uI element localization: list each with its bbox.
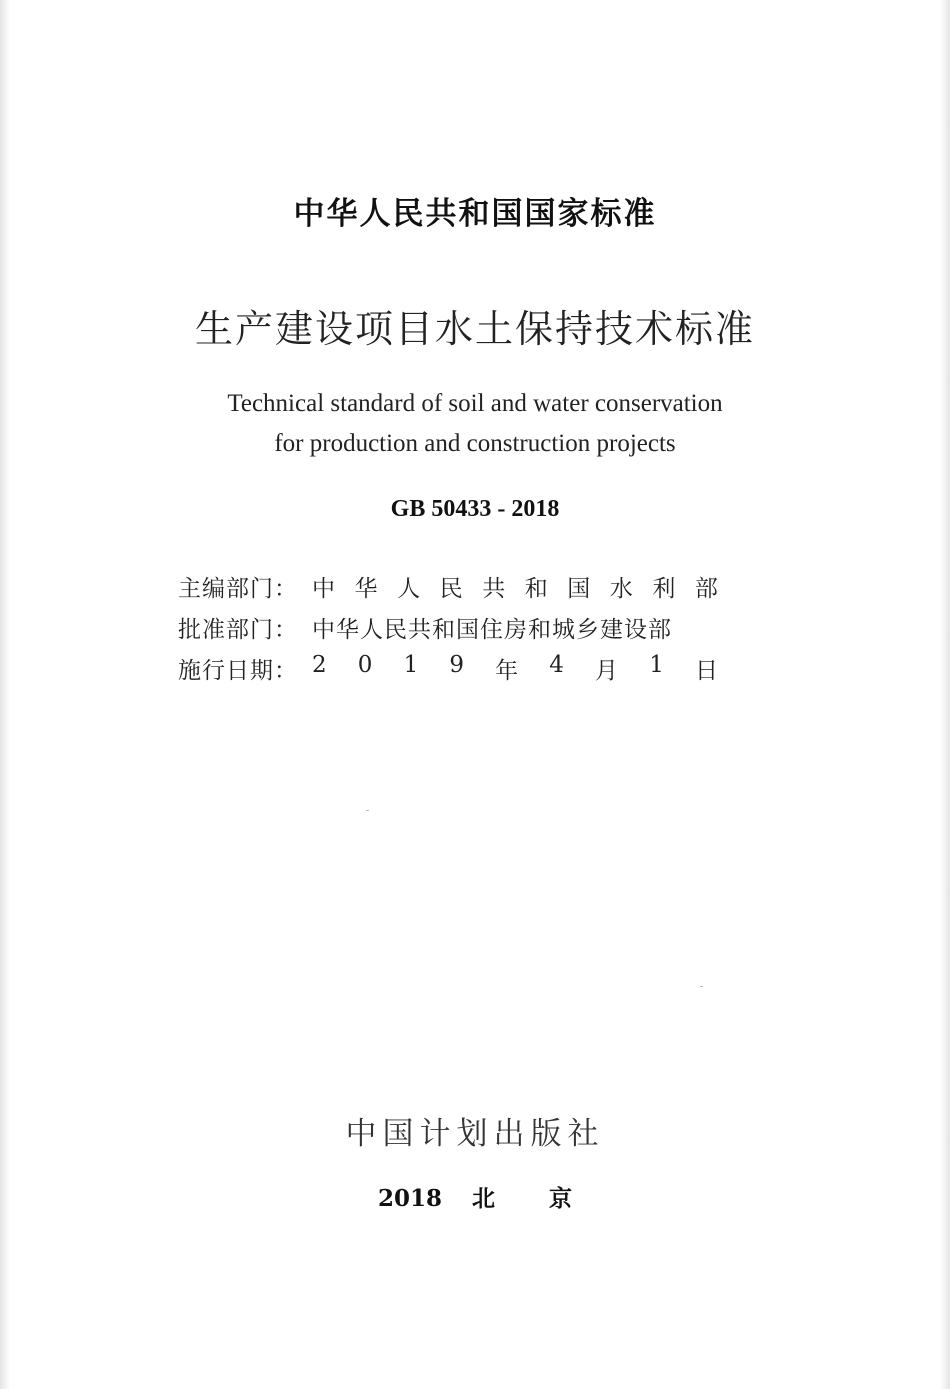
editor-char: 水 [609,575,633,602]
date-char: 月 [595,657,619,684]
document-title-en [0,384,950,464]
approver-row [178,607,718,647]
publication-year: 2018 [377,1185,442,1212]
editor-char: 民 [439,575,463,602]
date-char: 0 [357,651,373,678]
date-char: 9 [449,651,464,678]
editor-row [178,566,718,606]
effective-date-row [178,648,718,688]
date-char: 4 [549,651,564,678]
publication-city: 北京 [472,1185,626,1212]
date-char: 1 [403,651,419,678]
editor-char: 国 [567,575,591,602]
date-char: 1 [649,651,664,678]
date-char: 2 [312,651,327,678]
editor-char: 部 [694,575,718,602]
standard-code: GB 50433 - 2018 [390,496,560,522]
publication-info [0,1180,950,1213]
editor-char: 共 [482,575,506,602]
metadata-block [178,566,718,689]
title-en-line-2: for production and construction projects [274,430,676,457]
editor-char: 华 [354,575,378,602]
editor-char: 利 [652,575,676,602]
editor-value [312,570,718,603]
publisher-name: 中国计划出版社 [345,1116,605,1152]
date-char: 日 [694,657,718,684]
approver-value: 中华人民共和国住房和城乡建设部 [312,616,672,643]
national-standard-heading: 中华人民共和国国家标准 [293,196,657,232]
date-char: 年 [495,657,519,684]
scan-speck [700,986,703,987]
editor-char: 中 [312,575,335,602]
effective-date-value [312,652,718,685]
title-en-line-1: Technical standard of soil and water conservation [227,390,723,417]
editor-char: 和 [524,575,548,602]
editor-label: 主编部门： [178,575,298,602]
effective-date-label: 施行日期： [178,657,298,684]
document-title-cn: 生产建设项目水土保持技术标准 [194,307,755,351]
approver-label: 批准部门： [178,616,298,643]
editor-char: 人 [397,575,421,602]
scan-speck [366,810,369,811]
